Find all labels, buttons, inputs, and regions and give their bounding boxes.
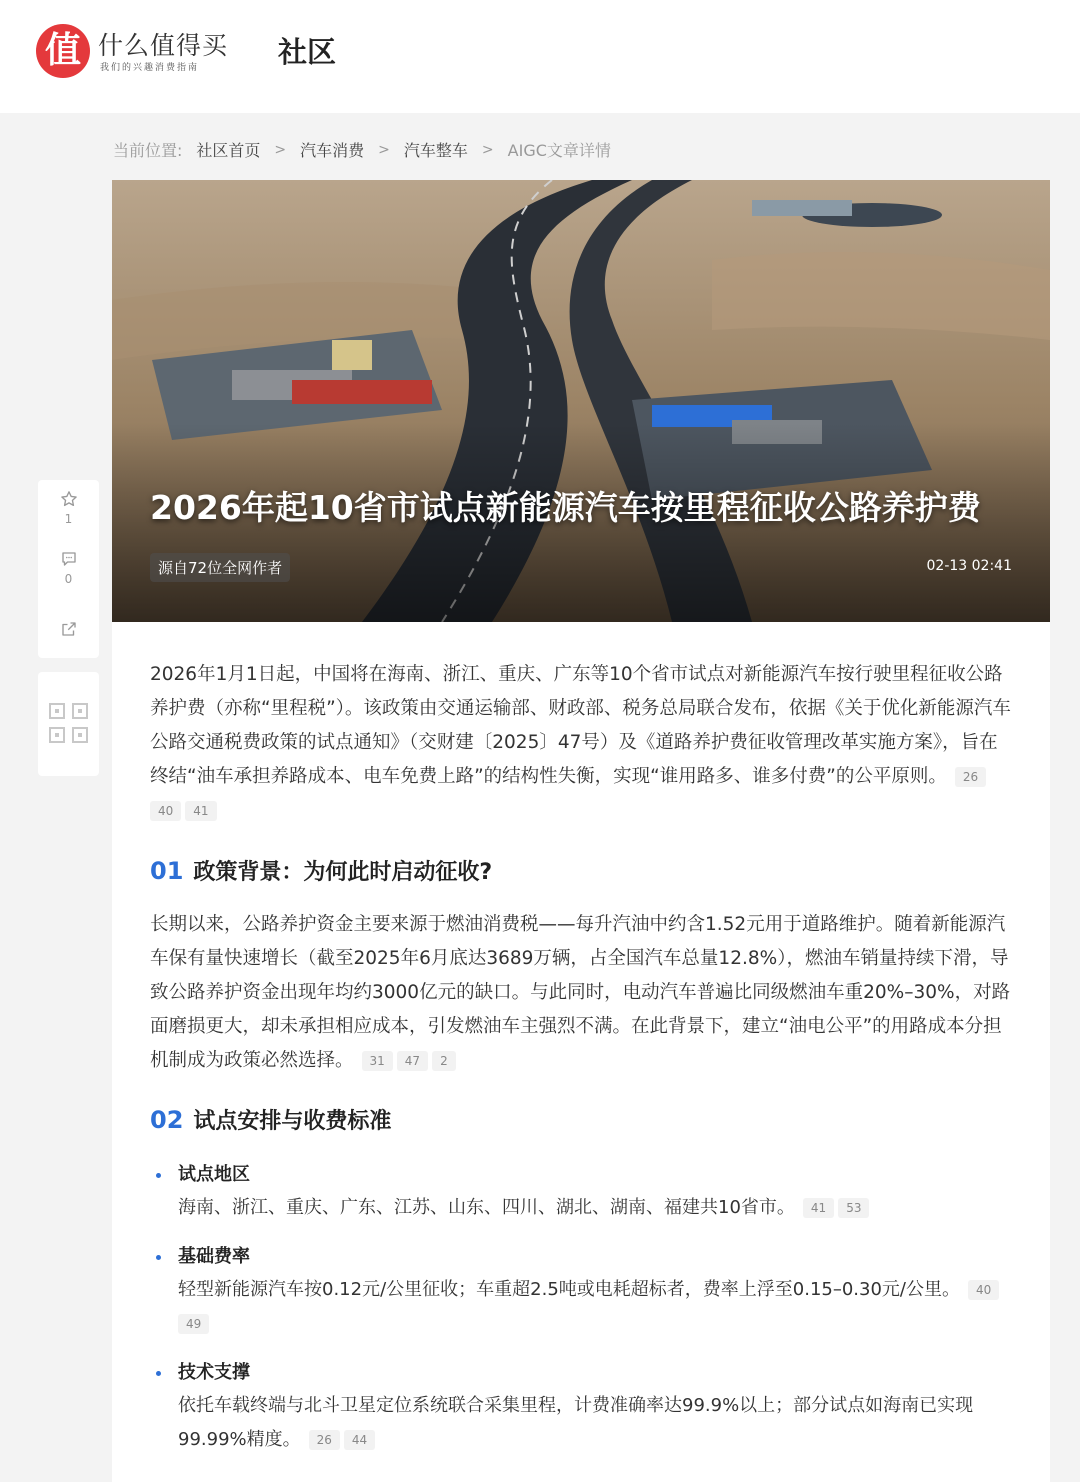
intro-text: 2026年1月1日起，中国将在海南、浙江、重庆、广东等10个省市试点对新能源汽车按行驶里程征收公路养护费（亦称“里程税”）。该政策由交通运输部、财政部、税务总局联合发布，依据《关于优化新能源汽车公路交通税费政策的试点通知》（交财建〔2025〕47号）及《道路养护费征收管理改革实施方案》，旨在终结“油车承担养路成本、电车免费上路”的结构性失衡，实现“谁用路多、谁多付费”的公平原则。 [150,664,1011,787]
list-item-body: 轻型新能源汽车按0.12元/公里征收；车重超2.5吨或电耗超标者，费率上浮至0.15–0.30元/公里。 [178,1279,960,1300]
list-item-body: 海南、浙江、重庆、广东、江苏、山东、四川、湖北、湖南、福建共10省市。 [178,1197,795,1218]
background-text: 长期以来，公路养护资金主要来源于燃油消费税——每升汽油中约含1.52元用于道路维护。随着新能源汽车保有量快速增长（截至2025年6月底达3689万辆，占全国汽车总量12.8%），燃油车销量持续下滑，导致公路养护资金出现年均约3000亿元的缺口。与此同时，电动汽车普遍比同级燃油车重20%–30%，对路面磨损更大，却未承担相应成本，引发燃油车主强烈不满。在此背景下，建立“油电公平”的用路成本分担机制成为政策必然选择。 [150,914,1011,1071]
favorite-count: 1 [64,512,73,526]
chevron-right-icon: > [274,141,287,158]
breadcrumb-item-cars[interactable]: 汽车整车 [403,141,468,160]
top-bar [0,0,1080,113]
article-content [150,658,1012,1457]
breadcrumb-item-home[interactable]: 社区首页 [196,141,261,160]
list-item-title: 技术支撑 [178,1362,250,1383]
section-title[interactable]: 社区 [278,35,337,69]
list-item-text [178,1389,1012,1457]
breadcrumb-prefix: 当前位置: [113,141,183,160]
section-heading-background [150,855,1012,886]
reference-tag[interactable]: 41 [185,801,216,821]
article-card [112,180,1050,1482]
breadcrumb [113,138,611,161]
reference-tag[interactable]: 40 [968,1280,999,1300]
bullet-dot [156,1173,161,1178]
chevron-right-icon: > [378,141,390,158]
bullet-dot [156,1255,161,1260]
reference-tag[interactable]: 53 [838,1198,869,1218]
list-item [150,1241,1012,1341]
section-title: 试点安排与收费标准 [193,1109,392,1134]
list-item [150,1357,1012,1457]
qr-code-icon [38,672,99,776]
share-icon [60,620,78,638]
reference-tag[interactable]: 47 [397,1051,428,1071]
list-item-body: 依托车载终端与北斗卫星定位系统联合采集里程，计费准确率达99.9%以上；部分试点如海南已实现99.99%精度。 [178,1395,974,1450]
hero-image [112,180,1050,622]
comment-count: 0 [64,572,73,586]
list-item-title: 试点地区 [178,1164,250,1185]
qr-code-button[interactable] [38,672,99,776]
reference-tag[interactable]: 26 [309,1430,340,1450]
star-icon [60,490,78,508]
reference-tag[interactable]: 2 [432,1051,456,1071]
reference-tag[interactable]: 26 [955,767,986,787]
bullet-dot [156,1371,161,1376]
list-item-text [178,1273,1012,1341]
site-slogan: 我们的兴趣消费指南 [100,63,200,73]
side-toolbar [38,480,99,658]
comment-button[interactable] [38,550,99,586]
reference-tag[interactable]: 41 [803,1198,834,1218]
section-title: 政策背景：为何此时启动征收? [193,860,493,885]
article-time: 02-13 02:41 [926,558,1012,574]
favorite-button[interactable] [38,490,99,526]
section-heading-pilot [150,1104,1012,1135]
breadcrumb-item-current: AIGC文章详情 [507,141,611,160]
list-item [150,1159,1012,1225]
chevron-right-icon: > [481,141,494,158]
reference-tag[interactable]: 49 [178,1314,209,1334]
site-logo[interactable]: 值 [36,24,90,78]
breadcrumb-item-car-consumption[interactable]: 汽车消费 [300,141,365,160]
reference-tag[interactable]: 40 [150,801,181,821]
section-number: 01 [150,856,184,885]
intro-paragraph [150,658,1012,828]
share-button[interactable] [38,620,99,638]
comment-icon [60,550,78,568]
reference-tag[interactable]: 31 [362,1051,393,1071]
list-item-text [178,1191,1012,1225]
section-number: 02 [150,1105,184,1134]
list-item-title: 基础费率 [178,1246,250,1267]
article-title: 2026年起10省市试点新能源汽车按里程征收公路养护费 [150,488,981,527]
background-paragraph [150,908,1012,1078]
reference-tag[interactable]: 44 [344,1430,375,1450]
article-source[interactable]: 源自72位全网作者 [150,553,290,582]
site-name[interactable]: 什么值得买 [98,31,229,60]
